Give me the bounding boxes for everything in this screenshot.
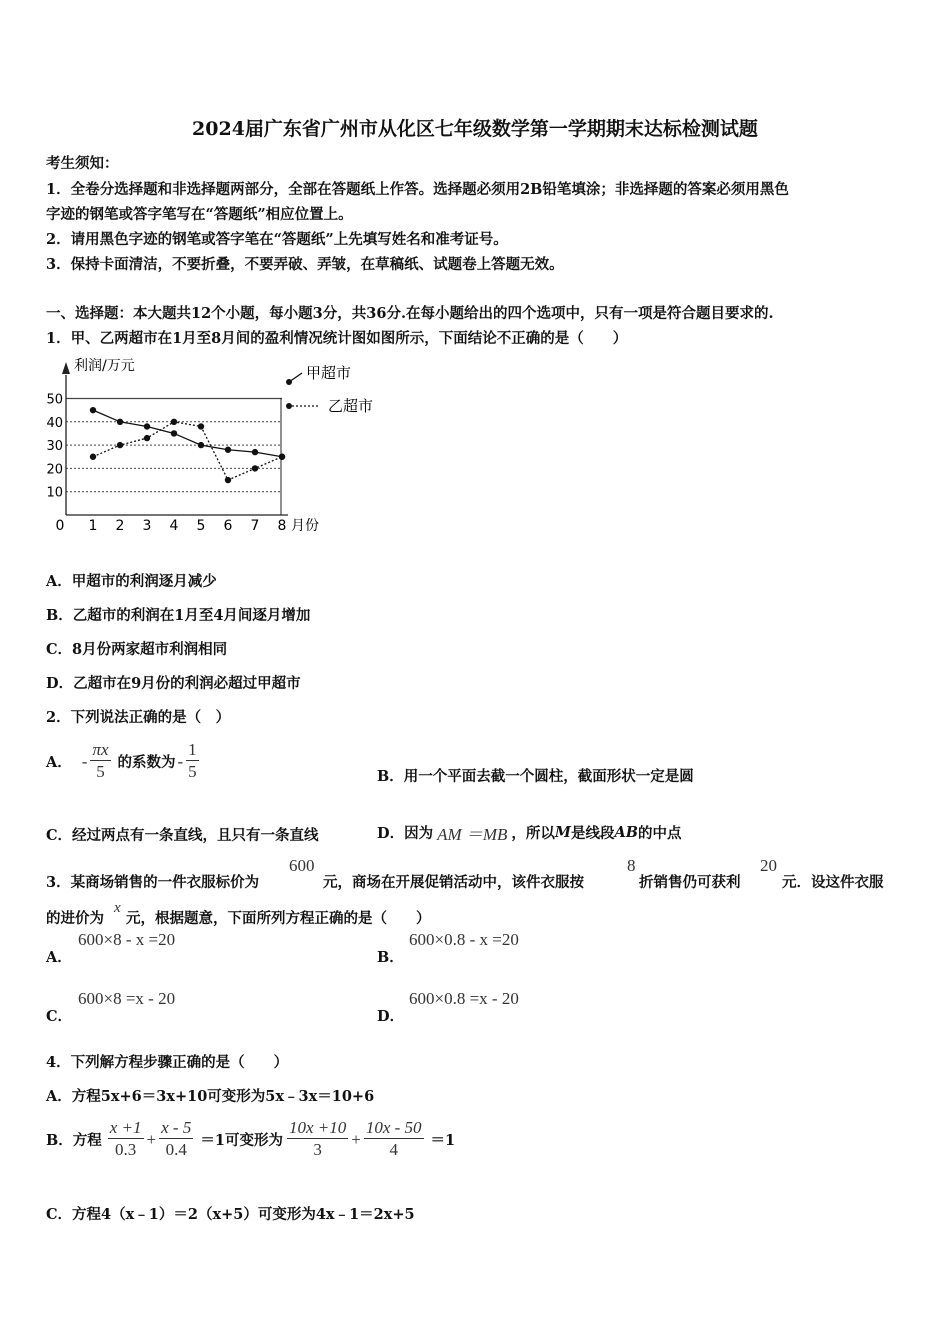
x-tick-label: 1 [88, 518, 98, 534]
q1-option-b: B．乙超市的利润在1月至4月间逐月增加 [46, 607, 311, 624]
notice-item-1-cont: 字迹的钢笔或答字笔写在“答题纸”相应位置上。 [46, 206, 353, 223]
q4-option-a: A．方程5x+6＝3x+10可变形为5x﹣3x＝10+6 [46, 1088, 375, 1105]
q1-option-d: D．乙超市在9月份的利润必超过甲超市 [46, 675, 301, 692]
fraction-numerator: x - 5 [161, 1118, 192, 1137]
data-point-jia [198, 442, 204, 448]
q3-option-a-equation: 600×8 - x =20 [78, 930, 176, 949]
q3-p4: 元．设这件衣服 [782, 874, 884, 891]
x-tick-label: 4 [169, 518, 179, 534]
x-tick-label: 5 [196, 518, 206, 534]
data-point-jia [144, 423, 150, 429]
fraction [108, 1118, 144, 1161]
q2-stem: 2．下列说法正确的是（ ） [46, 709, 231, 726]
data-point-yi [225, 477, 231, 483]
data-point-yi [90, 454, 96, 460]
q3-option-c-equation: 600×8 =x - 20 [78, 989, 176, 1008]
x-tick-label: 8 [277, 518, 287, 534]
option-text: 的中点 [638, 825, 682, 842]
data-point-yi [171, 419, 177, 425]
fraction-denominator: 0.3 [115, 1140, 137, 1159]
x-tick-label: 3 [142, 518, 152, 534]
data-point-yi [252, 465, 258, 471]
q2-option-c: C．经过两点有一条直线，且只有一条直线 [46, 827, 319, 844]
data-point-yi [117, 442, 123, 448]
y-axis-label: 利润/万元 [74, 358, 135, 374]
data-point-yi [198, 423, 204, 429]
profit-line-chart [38, 350, 398, 540]
section-heading: 一、选择题：本大题共12个小题，每小题3分，共36分.在每小题给出的四个选项中，只有一项是符合题目要求的. [46, 305, 774, 322]
notice-heading: 考生须知： [46, 155, 119, 172]
option-text: 的系数为 [117, 754, 176, 771]
legend-label-yi: 乙超市 [328, 397, 374, 415]
fraction-numerator: 1 [188, 740, 197, 759]
q2-option-b: B．用一个平面去截一个圆柱，截面形状一定是圆 [377, 768, 694, 785]
option-text: 是线段 [570, 825, 615, 842]
q3-p6: 元，根据题意，下面所列方程正确的是（ ） [126, 910, 431, 927]
minus-sign: - [81, 751, 88, 771]
option-text: D．因为 [377, 825, 434, 842]
fraction-numerator: πx [92, 740, 109, 759]
x-tick-label: 2 [115, 518, 125, 534]
q3-discount: 8 [627, 856, 636, 875]
legend-line-jia [289, 373, 302, 382]
fraction-pix-over-5 [90, 740, 110, 783]
q3-p2: 元，商场在开展促销活动中，该件衣服按 [323, 874, 584, 891]
y-tick-label: 40 [46, 415, 63, 431]
y-tick-label: 50 [46, 392, 63, 408]
q1-option-a: A．甲超市的利润逐月减少 [46, 573, 217, 590]
q4-stem: 4．下列解方程步骤正确的是（ ） [46, 1054, 289, 1071]
fraction-denominator: 4 [389, 1140, 398, 1159]
data-point-jia [225, 447, 231, 453]
q3-profit: 20 [760, 856, 777, 875]
fraction-denominator: 3 [313, 1140, 322, 1159]
q4-option-c: C．方程4（x﹣1）＝2（x+5）可变形为4x﹣1＝2x+5 [46, 1206, 415, 1223]
option-label: B．方程 [46, 1132, 102, 1149]
fraction-numerator: x +1 [109, 1118, 142, 1137]
data-point-jia [117, 419, 123, 425]
q3-option-d-label: D． [377, 1008, 405, 1025]
option-label: A． [46, 754, 72, 771]
q3-p1: 3．某商场销售的一件衣服标价为 [46, 874, 260, 891]
y-tick-label: 30 [46, 439, 63, 455]
origin-label: 0 [55, 518, 65, 534]
q3-option-a-label: A． [46, 949, 72, 966]
y-tick-label: 10 [46, 485, 63, 501]
data-point-jia [171, 430, 177, 436]
data-point-yi [144, 435, 150, 441]
legend-marker-yi [286, 403, 292, 409]
notice-item-1: 1．全卷分选择题和非选择题两部分，全部在答题纸上作答。选择题必须用2B铅笔填涂；非选择题的答案必须用黑色 [46, 181, 789, 198]
fraction [364, 1118, 424, 1161]
x-tick-label: 6 [223, 518, 233, 534]
option-text: ，所以 [511, 825, 555, 842]
x-axis-label: 月份 [291, 518, 319, 534]
fraction [159, 1118, 193, 1161]
option-text: ＝1 [430, 1132, 456, 1149]
q1-option-c: C．8月份两家超市利润相同 [46, 641, 228, 658]
q3-option-d-equation: 600×0.8 =x - 20 [409, 989, 519, 1008]
data-point-jia [90, 407, 96, 413]
q2-option-d [377, 820, 682, 845]
q3-var-x: x [114, 900, 121, 916]
fraction-numerator: 10x - 50 [365, 1118, 422, 1137]
q2-option-a [46, 740, 202, 783]
q3-p3: 折销售仍可获利 [639, 874, 741, 891]
notice-item-3: 3．保持卡面清洁，不要折叠，不要弄破、弄皱，在草稿纸、试题卷上答题无效。 [46, 256, 564, 273]
segment-label: AB [614, 824, 638, 841]
chart-legend [286, 364, 373, 415]
math-expression: AM ＝MB [437, 825, 508, 844]
fraction-denominator: 0.4 [165, 1140, 187, 1159]
legend-label-jia: 甲超市 [306, 364, 352, 382]
q1-stem: 1．甲、乙两超市在1月至8月间的盈利情况统计图如图所示，下面结论不正确的是（ ） [46, 330, 628, 347]
fraction-numerator: 10x +10 [288, 1118, 347, 1137]
plus-sign: + [351, 1129, 361, 1149]
point-label: M [554, 824, 571, 841]
notice-item-2: 2．请用黑色字迹的钢笔或答字笔在“答题纸”上先填写姓名和准考证号。 [46, 231, 508, 248]
fraction [287, 1118, 348, 1161]
y-axis-arrow [62, 362, 70, 374]
option-text: ＝1可变形为 [200, 1132, 283, 1149]
y-tick-label: 20 [46, 462, 63, 478]
minus-sign: - [177, 751, 184, 771]
x-tick-label: 7 [250, 518, 260, 534]
plus-sign: + [146, 1129, 157, 1149]
q4-option-b [46, 1118, 455, 1161]
q3-option-b-label: B． [377, 949, 404, 966]
q3-p5: 的进价为 [46, 910, 104, 927]
fraction-1-over-5 [186, 740, 199, 783]
q3-option-c-label: C． [46, 1008, 73, 1025]
page-title: 2024届广东省广州市从化区七年级数学第一学期期末达标检测试题 [192, 118, 758, 140]
fraction-denominator: 5 [188, 762, 197, 781]
data-point-jia [252, 449, 258, 455]
data-point-yi [279, 454, 285, 460]
q3-price: 600 [289, 856, 315, 875]
q3-option-b-equation: 600×0.8 - x =20 [409, 930, 519, 949]
fraction-denominator: 5 [96, 762, 105, 781]
